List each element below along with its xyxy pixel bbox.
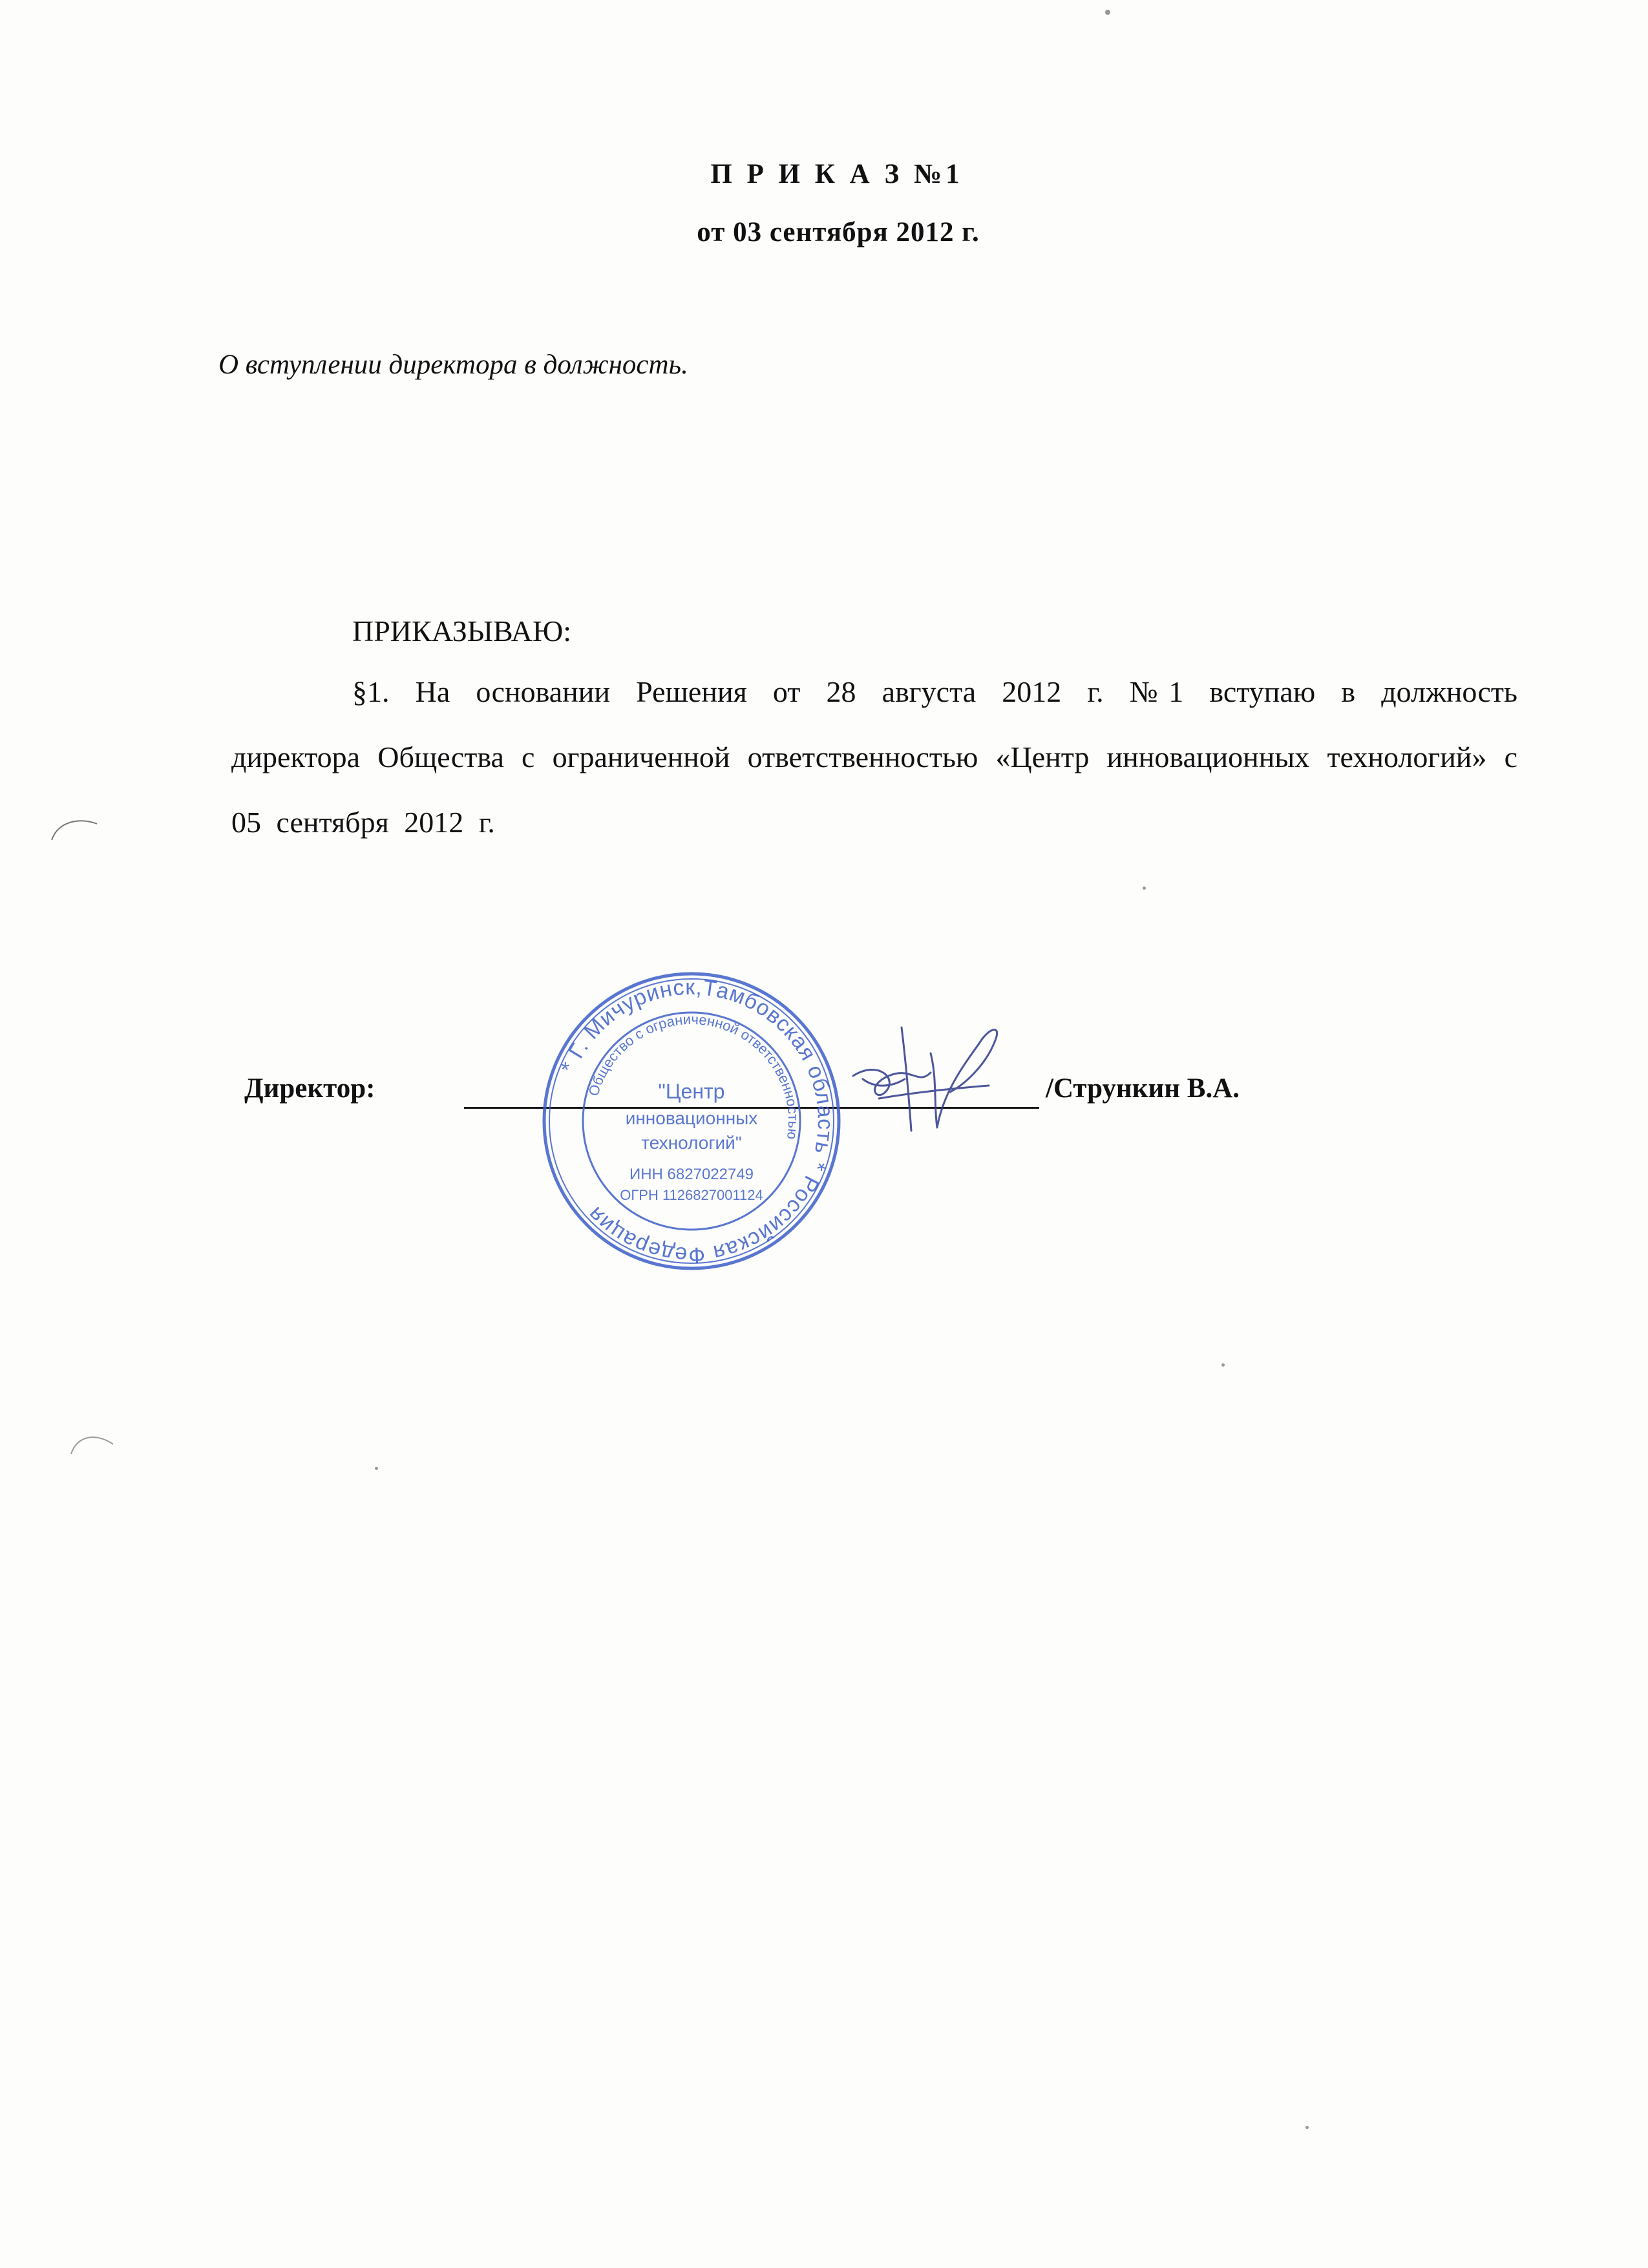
handwritten-signature [840, 1014, 1034, 1144]
seal-inn: ИНН 6827022749 [629, 1166, 754, 1183]
order-heading: ПРИКАЗЫВАЮ: [352, 614, 572, 647]
seal-inner-text: Общество с ограниченной ответственностью [585, 1011, 802, 1140]
seal-ogrn: ОГРН 1126827001124 [620, 1187, 763, 1203]
scan-speck [1105, 10, 1110, 15]
scan-speck [1305, 2126, 1309, 2129]
punch-hole-mark [48, 814, 100, 853]
punch-hole-mark [68, 1428, 120, 1467]
document-title: П Р И К А З №1 [710, 159, 964, 189]
order-paragraph: §1. На основании Решения от 28 августа 2012 г. №1 вступаю в должность директора Общества с ограниченной ответственностью «Центр инновационных технологий» с 05 сентября 2012 г. [231, 675, 1517, 839]
document-date: от 03 сентября 2012 г. [697, 217, 980, 247]
scan-speck [1221, 1363, 1225, 1367]
seal-outer-text: * Г. Мичуринск,Тамбовская область * Российская Федерация [556, 974, 838, 1268]
seal-center-line-1: "Центр [658, 1080, 725, 1103]
company-seal [536, 966, 847, 1276]
scan-speck [375, 1467, 378, 1470]
scan-speck [1143, 887, 1146, 890]
document-subject: О вступлении директора в должность. [218, 350, 688, 380]
seal-center-line-2: инновационных [625, 1108, 758, 1128]
seal-center-line-3: технологий" [641, 1133, 742, 1153]
signatory-name: /Стрункин В.А. [1046, 1073, 1240, 1104]
signature-role: Директор: [244, 1073, 375, 1104]
